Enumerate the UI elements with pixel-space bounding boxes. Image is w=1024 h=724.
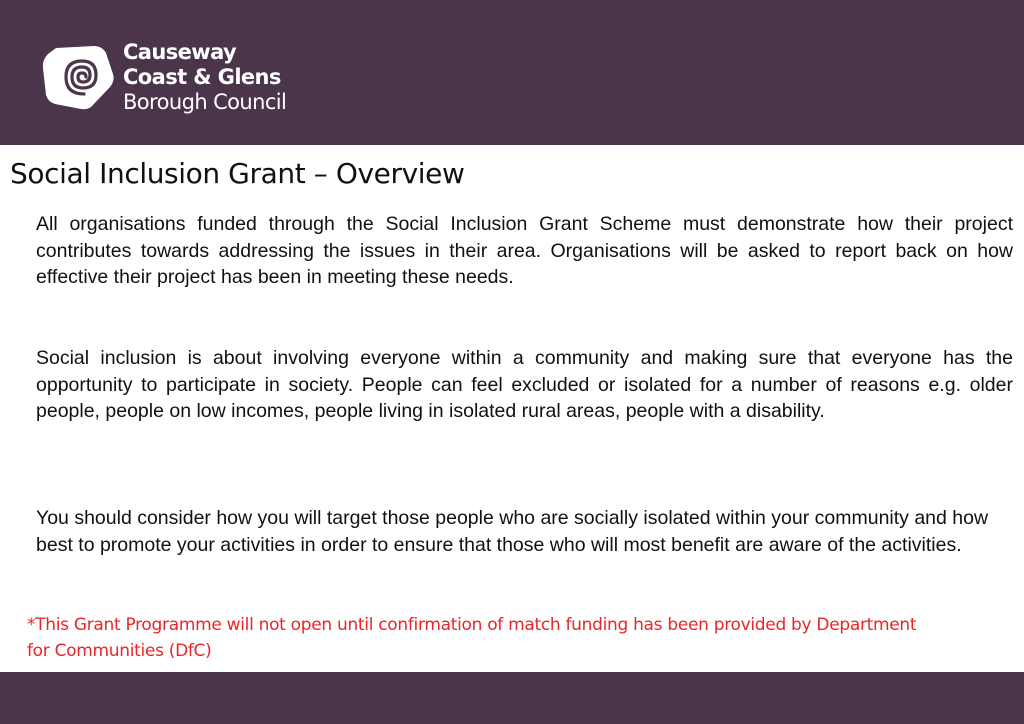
- logo-line-borough-council: Borough Council: [123, 90, 287, 114]
- paragraph-social-inclusion-definition: Social inclusion is about involving everyone within a community and making sure that everyone has the opportunity to participate in society. People can feel excluded or isolated for a number of reasons e.g. older people, people on low incomes, people living in isolated rural areas, people with a disability.: [36, 347, 1013, 422]
- page-title: Social Inclusion Grant – Overview: [10, 157, 465, 190]
- logo-line-coast-glens: Coast & Glens: [123, 65, 281, 89]
- match-funding-note: *This Grant Programme will not open until confirmation of match funding has been provided by Department for Communities (DfC): [27, 615, 917, 661]
- paragraph-funding-requirements: All organisations funded through the Social Inclusion Grant Scheme must demonstrate how their project contributes towards addressing the issues in their area. Organisations will be asked to report back on how effective their project has been in meeting these needs.: [36, 213, 1013, 288]
- header-band: [0, 0, 1024, 145]
- logo-line-causeway: Causeway: [123, 40, 237, 64]
- council-logo-text: [123, 40, 286, 115]
- paragraph-targeting-guidance: You should consider how you will target those people who are socially isolated within your community and how best to promote your activities in order to ensure that those who will most benefit are aware of the activities.: [36, 507, 989, 556]
- spiral-hexagon-logo-icon: [42, 44, 114, 110]
- footer-band: [0, 672, 1024, 724]
